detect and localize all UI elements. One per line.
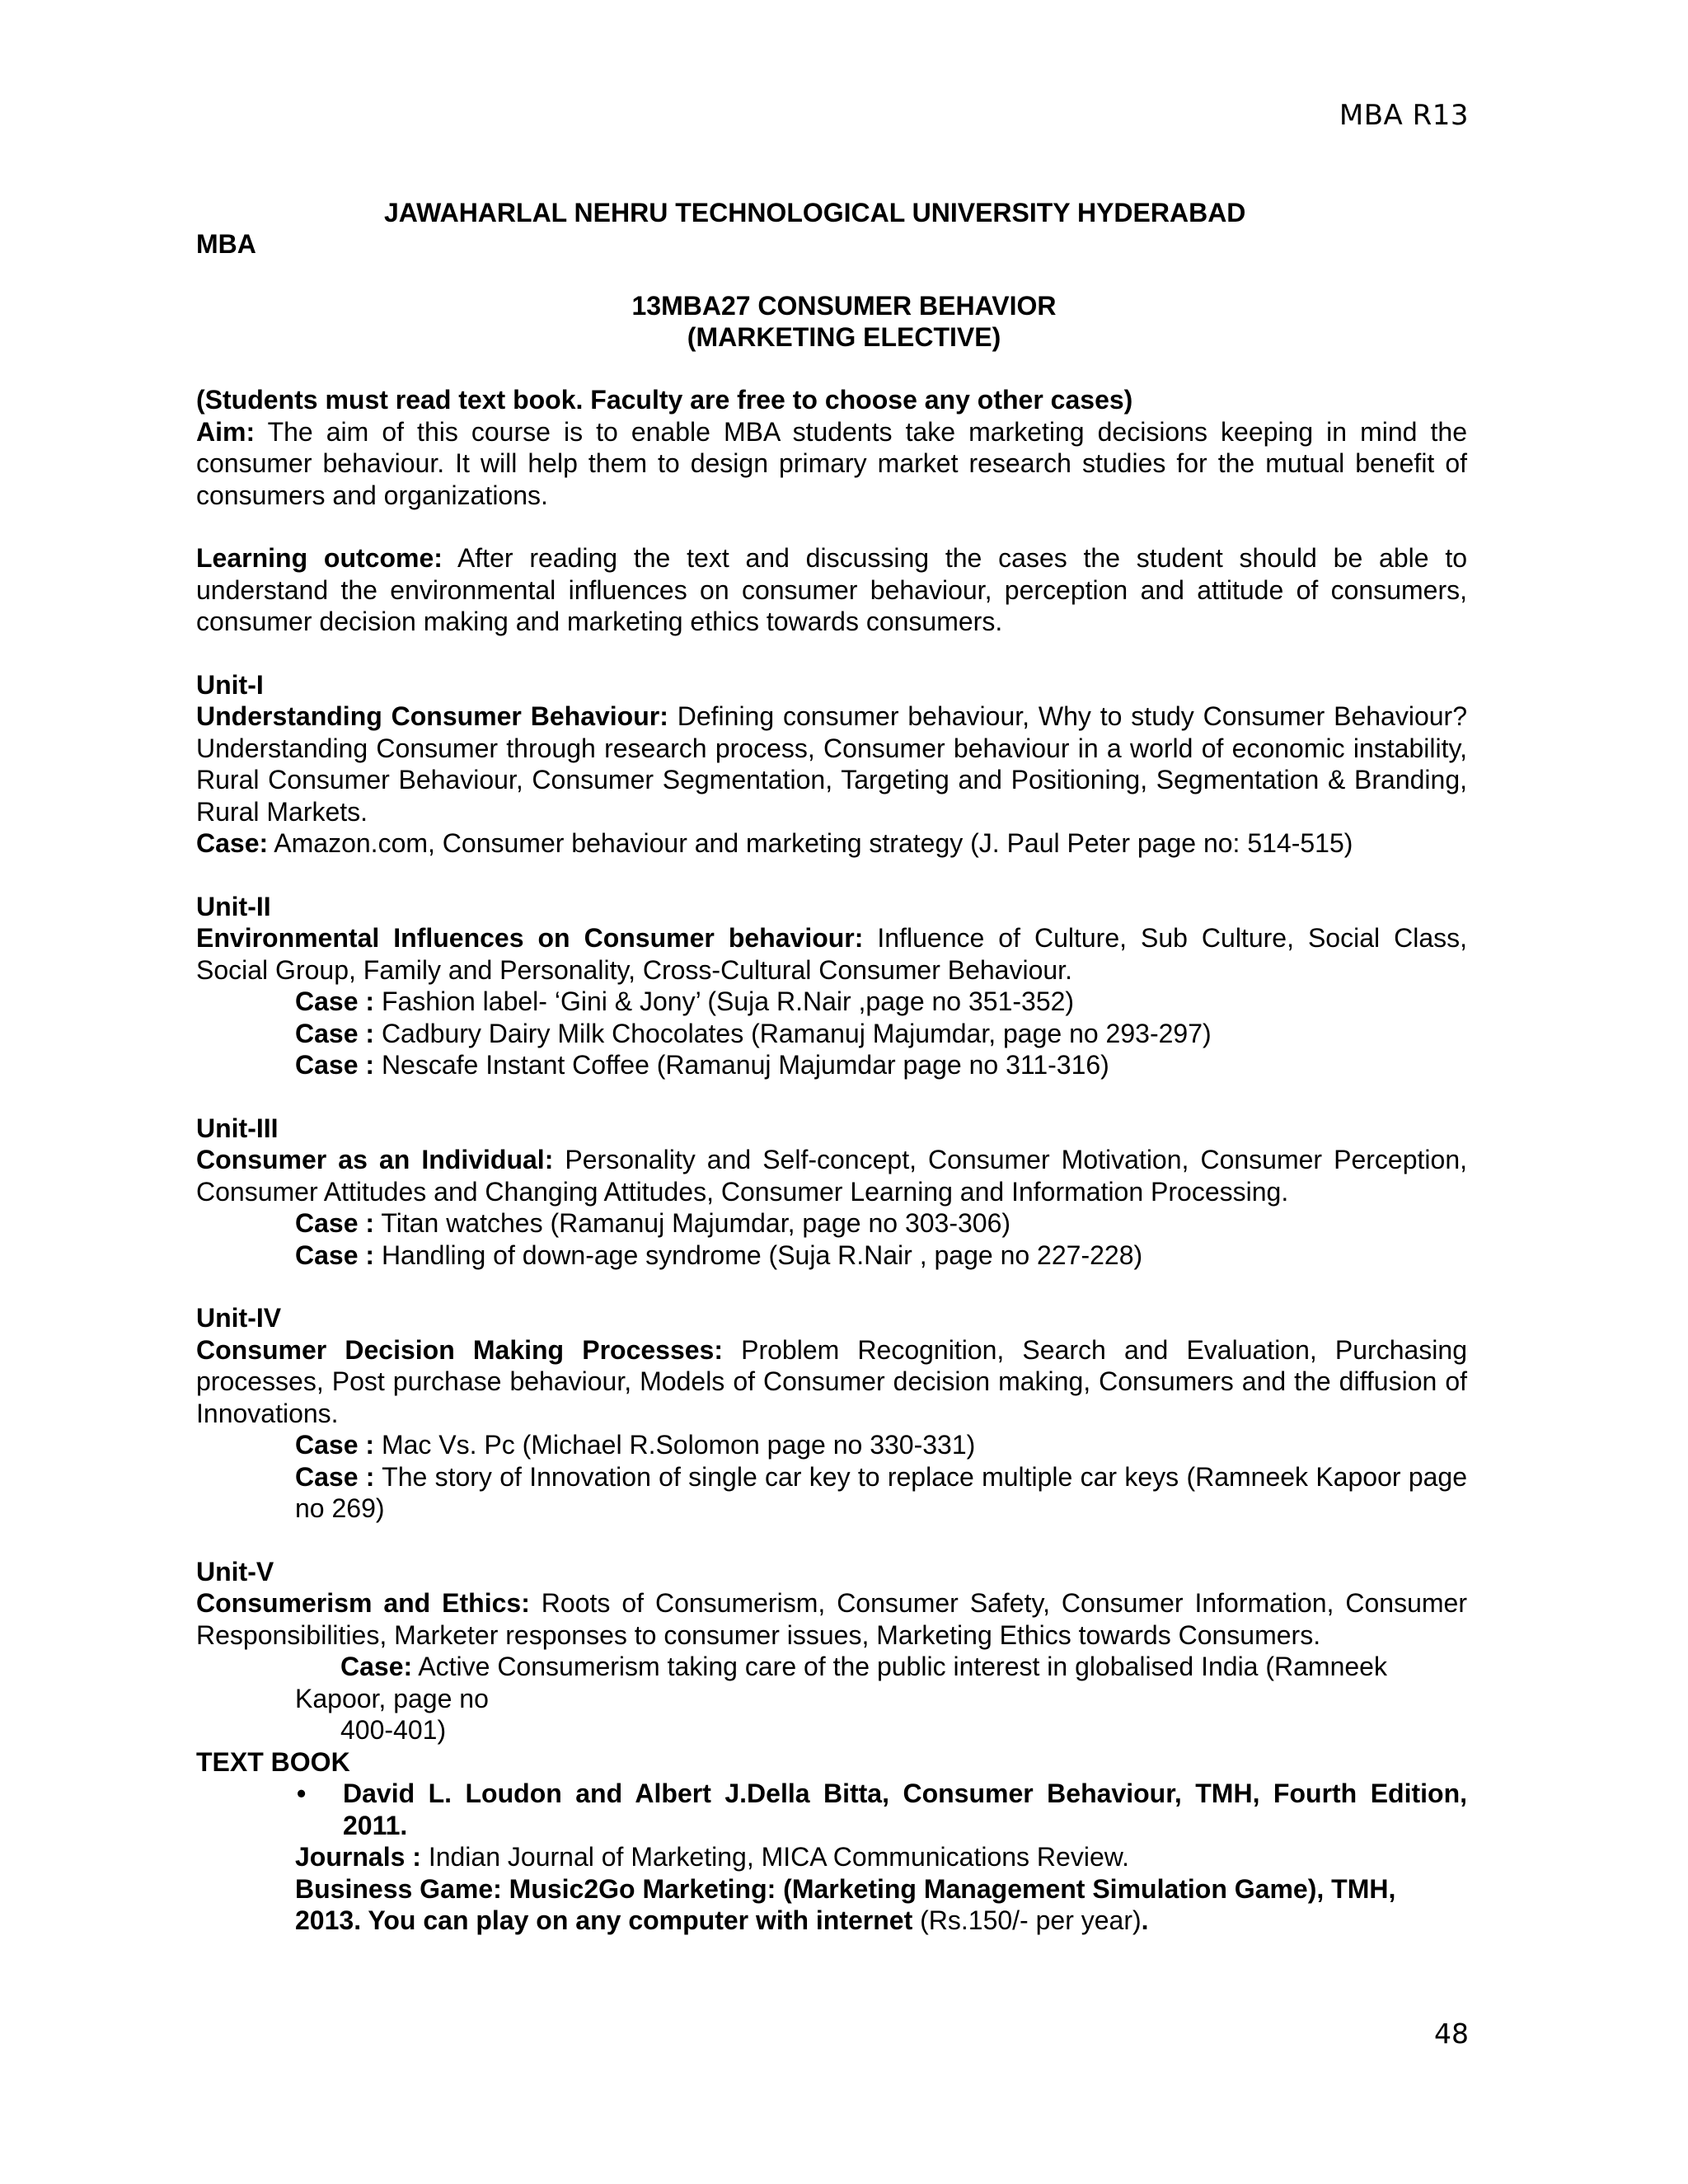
unit-2-case-1 [196, 986, 1467, 1018]
case-text: Nescafe Instant Coffee (Ramanuj Majumdar page no 311-316) [374, 1050, 1109, 1080]
course-note: (Students must read text book. Faculty are free to choose any other cases) [196, 385, 1133, 415]
case-label: Case: [196, 828, 269, 858]
case-text: Titan watches (Ramanuj Majumdar, page no 303-306) [374, 1208, 1011, 1238]
unit-4-heading: Unit-IV [196, 1303, 282, 1333]
course-elective: (MARKETING ELECTIVE) [687, 322, 1001, 352]
case-text: Active Consumerism taking care of the public interest in globalised India (Ramneek [412, 1652, 1387, 1681]
business-game-price: (Rs.150/- per year) [912, 1905, 1142, 1935]
learning-outcome-paragraph [196, 542, 1467, 638]
business-game-line-1: Business Game: Music2Go Marketing: (Marketing Management Simulation Game), TMH, [295, 1873, 1396, 1904]
unit-5-case-line-1 [196, 1651, 1467, 1683]
unit-5-topics [196, 1587, 1467, 1651]
business-game-end: . [1141, 1905, 1149, 1935]
case-text: Amazon.com, Consumer behaviour and marketing strategy (J. Paul Peter page no: 514-515) [268, 828, 1353, 858]
unit-3-case-2 [196, 1240, 1467, 1272]
unit-3-topic-text: Personality and Self-concept, Consumer Motivation, Consumer Perception, Consumer Attitudes and Changing Attitudes, Consumer Learning and Information Processing. [196, 1145, 1468, 1207]
case-label: Case : [295, 987, 375, 1016]
case-label: Case : [295, 1208, 375, 1238]
unit-2-case-3 [196, 1049, 1467, 1081]
unit-5-topic-label: Consumerism and Ethics: [196, 1588, 530, 1618]
unit-2-case-2 [196, 1018, 1467, 1050]
case-text: Handling of down-age syndrome (Suja R.Nair , page no 227-228) [374, 1240, 1143, 1270]
unit-3-topic-label: Consumer as an Individual: [196, 1145, 554, 1174]
university-name: JAWAHARLAL NEHRU TECHNOLOGICAL UNIVERSITY HYDERABAD [384, 198, 1246, 227]
bullet-icon: • [297, 1779, 307, 1808]
unit-1-topic-text: Defining consumer behaviour, Why to study Consumer Behaviour? Understanding Consumer through research process, Consumer behaviour in a world of economic instability, Rural Consumer Behaviour, Consumer Segmentation, Targeting and Positioning, Segmentation & Branding, Rural Markets. [196, 701, 1468, 827]
unit-5-topic-text: Roots of Consumerism, Consumer Safety, Consumer Information, Consumer Responsibilities, Marketer responses to consumer issues, Marketing Ethics towards Consumers. [196, 1588, 1467, 1650]
syllabus-content [196, 384, 1467, 1937]
unit-2-topics [196, 922, 1467, 986]
unit-5-heading: Unit-V [196, 1556, 274, 1586]
unit-3-case-1 [196, 1207, 1467, 1240]
case-label: Case : [295, 1240, 375, 1270]
unit-4-topics [196, 1334, 1467, 1430]
journals-label: Journals : [295, 1842, 421, 1872]
learning-outcome-text: After reading the text and discussing the cases the student should be able to understand the environmental influences on consumer behaviour, perception and attitude of consumers, consumer decision making and marketing ethics towards consumers. [196, 543, 1468, 636]
unit-4-case-2 [196, 1461, 1467, 1525]
course-title-block [0, 290, 1688, 353]
case-text: Cadbury Dairy Milk Chocolates (Ramanuj Majumdar, page no 293-297) [374, 1018, 1212, 1048]
case-text: Mac Vs. Pc (Michael R.Solomon page no 330-331) [374, 1430, 976, 1460]
journals-text: Indian Journal of Marketing, MICA Communications Review. [420, 1842, 1129, 1872]
unit-1-case [196, 827, 1467, 860]
case-text: Fashion label- ‘Gini & Jony’ (Suja R.Nair ,page no 351-352) [374, 987, 1075, 1016]
case-label: Case: [340, 1652, 413, 1681]
aim-text: The aim of this course is to enable MBA students take marketing decisions keeping in mind the consumer behaviour. It will help them to design primary market research studies for the mutual benefit of consumers and organizations. [196, 416, 1467, 510]
case-text: The story of Innovation of single car key to replace multiple car keys (Ramneek Kapoor page no 269) [295, 1461, 1468, 1523]
aim-paragraph [196, 416, 1467, 512]
unit-2-topic-label: Environmental Influences on Consumer behaviour: [196, 923, 864, 953]
unit-4-topic-text: Problem Recognition, Search and Evaluation, Purchasing processes, Post purchase behaviour, Models of Consumer decision making, Consumers and the diffusion of Innovations. [196, 1334, 1468, 1428]
journals-line [196, 1841, 1467, 1873]
textbook-heading: TEXT BOOK [196, 1746, 350, 1777]
unit-4-case-1 [196, 1429, 1467, 1461]
program-label: MBA [196, 229, 256, 259]
unit-1-topics [196, 701, 1467, 827]
case-label: Case : [295, 1018, 375, 1048]
textbook-item [196, 1778, 1467, 1841]
case-label: Case : [295, 1430, 375, 1460]
unit-5-case-line-2: Kapoor, page no [295, 1683, 489, 1713]
course-code-title: 13MBA27 CONSUMER BEHAVIOR [631, 291, 1057, 321]
unit-2-topic-text: Influence of Culture, Sub Culture, Social Class, Social Group, Family and Personality, Cross-Cultural Consumer Behaviour. [196, 923, 1468, 985]
unit-3-heading: Unit-III [196, 1113, 279, 1143]
unit-2-heading: Unit-II [196, 891, 271, 921]
aim-label: Aim: [196, 416, 256, 447]
unit-3-topics [196, 1144, 1467, 1207]
case-label: Case : [295, 1461, 375, 1492]
page-number: 48 [1434, 2018, 1469, 2050]
learning-outcome-label: Learning outcome: [196, 543, 443, 573]
case-label: Case : [295, 1050, 375, 1080]
textbook-book: David L. Loudon and Albert J.Della Bitta, Consumer Behaviour, TMH, Fourth Edition, 2011. [343, 1779, 1467, 1840]
unit-1-topic-label: Understanding Consumer Behaviour: [196, 701, 668, 731]
header-code: MBA R13 [1339, 99, 1469, 132]
business-game-line-2 [196, 1905, 1467, 1937]
unit-4-topic-label: Consumer Decision Making Processes: [196, 1334, 724, 1365]
business-game-label: 2013. You can play on any computer with internet [295, 1905, 913, 1935]
unit-1-heading: Unit-I [196, 669, 264, 700]
unit-5-case-line-3: 400-401) [340, 1715, 447, 1745]
